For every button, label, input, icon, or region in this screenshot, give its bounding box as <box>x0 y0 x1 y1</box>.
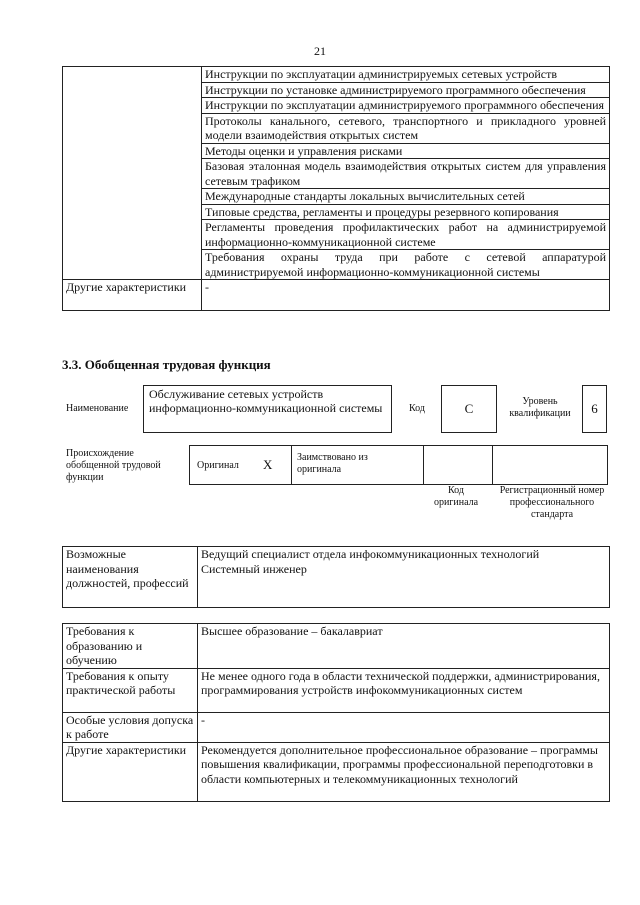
origin-box <box>189 445 608 485</box>
table-row <box>63 668 610 712</box>
table-row <box>63 624 610 669</box>
divider <box>423 446 424 484</box>
knowledge-item: Регламенты проведения профилактических работ на администрируемой информационно-коммуникационной системе <box>202 220 610 250</box>
table-row <box>63 280 610 311</box>
table-row <box>63 742 610 801</box>
knowledge-item: Международные стандарты локальных вычислительных сетей <box>202 189 610 205</box>
level-value-box: 6 <box>582 385 607 433</box>
experience-label: Требования к опыту практической работы <box>63 668 198 712</box>
special-conditions-value: - <box>198 712 610 742</box>
other-characteristics-label: Другие характеристики <box>63 742 198 801</box>
empty-label-cell <box>63 67 202 280</box>
knowledge-item: Типовые средства, регламенты и процедуры резервного копирования <box>202 204 610 220</box>
knowledge-item: Протоколы канального, сетевого, транспортного и прикладного уровней модели взаимодействия открытых систем <box>202 113 610 143</box>
other-characteristics-value: Рекомендуется дополнительное профессиональное образование – программы повышения квалификации, программы профессиональной переподготовки в области компьютерных и телекоммуникационных технологий <box>198 742 610 801</box>
knowledge-item: Инструкции по эксплуатации администрируемых сетевых устройств <box>202 67 610 83</box>
divider <box>492 446 493 484</box>
original-label: Оригинал <box>197 460 239 471</box>
other-characteristics-value: - <box>202 280 610 311</box>
page-number: 21 <box>314 44 326 58</box>
position-item: Ведущий специалист отдела инфокоммуникационных технологий <box>201 547 540 561</box>
code-original-caption: Код оригинала <box>433 485 479 508</box>
knowledge-item: Базовая эталонная модель взаимодействия открытых систем для управления сетевым трафиком <box>202 159 610 189</box>
table-row <box>63 67 610 83</box>
name-label: Наименование <box>66 403 129 414</box>
special-conditions-label: Особые условия допуска к работе <box>63 712 198 742</box>
knowledge-item: Методы оценки и управления рисками <box>202 143 610 159</box>
knowledge-item: Требования охраны труда при работе с сетевой аппаратурой администрируемой информационно-коммуникационной системы <box>202 250 610 280</box>
position-item: Системный инженер <box>201 561 307 576</box>
reg-number-caption: Регистрационный номер профессионального стандарта <box>499 485 605 520</box>
knowledge-item: Инструкции по установке администрируемого программного обеспечения <box>202 82 610 98</box>
table-row <box>63 712 610 742</box>
function-name-box: Обслуживание сетевых устройств информационно-коммуникационной системы <box>143 385 392 433</box>
experience-value: Не менее одного года в области технической поддержки, администрирования, программирования устройств инфокоммуникационных систем <box>198 668 610 712</box>
code-label: Код <box>409 403 425 414</box>
education-value: Высшее образование – бакалавриат <box>198 624 610 669</box>
code-value-box: C <box>441 385 497 433</box>
borrowed-label: Заимствовано из оригинала <box>297 452 368 475</box>
divider <box>291 446 292 484</box>
positions-table <box>62 546 610 608</box>
knowledge-table <box>62 66 610 311</box>
positions-values <box>198 547 610 608</box>
knowledge-item: Инструкции по эксплуатации администрируемого программного обеспечения <box>202 98 610 114</box>
education-label: Требования к образованию и обучению <box>63 624 198 669</box>
origin-label: Происхождение обобщенной трудовой функции <box>66 448 161 483</box>
section-heading: 3.3. Обобщенная трудовая функция <box>62 357 271 372</box>
requirements-table <box>62 623 610 802</box>
level-label: Уровень квалификации <box>509 396 571 419</box>
table-row <box>63 547 610 608</box>
original-mark: X <box>263 457 273 472</box>
other-characteristics-label: Другие характеристики <box>63 280 202 311</box>
positions-label: Возможные наименования должностей, профессий <box>63 547 198 608</box>
